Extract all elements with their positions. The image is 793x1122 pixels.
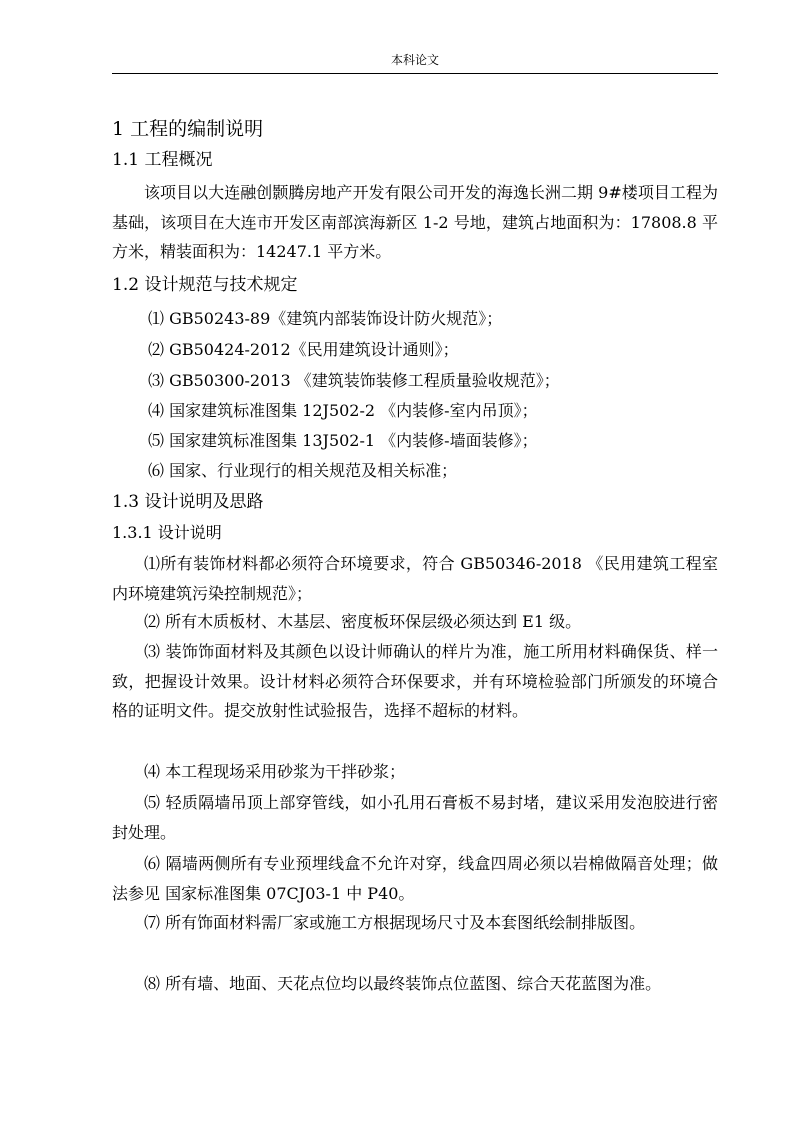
section-1-title: 1 工程的编制说明 bbox=[112, 118, 264, 140]
design-note-paragraph: ⑷ 本工程现场采用砂浆为干拌砂浆； bbox=[144, 762, 406, 781]
section-1-1-title: 1.1 工程概况 bbox=[112, 150, 213, 170]
design-note-paragraph: ⑺ 所有饰面材料需厂家或施工方根据现场尺寸及本套图纸绘制排版图。 bbox=[144, 913, 646, 932]
spec-item: ⑹ 国家、行业现行的相关规范及相关标准； bbox=[148, 461, 458, 480]
design-note-paragraph: ⑴所有装饰材料都必须符合环境要求，符合 GB50346-2018 《民用建筑工程室内环境建筑污染控制规范》； bbox=[112, 554, 718, 603]
design-note-paragraph: ⑸ 轻质隔墙吊顶上部穿管线，如小孔用石膏板不易封堵，建议采用发泡胶进行密封处理。 bbox=[112, 793, 718, 842]
spec-item: ⑵ GB50424-2012《民用建筑设计通则》； bbox=[148, 340, 459, 359]
design-note-paragraph: ⑻ 所有墙、地面、天花点位均以最终装饰点位蓝图、综合天花蓝图为准。 bbox=[144, 974, 662, 993]
header-rule bbox=[112, 73, 718, 74]
spec-item: ⑷ 国家建筑标准图集 12J502-2 《内装修-室内吊顶》； bbox=[148, 401, 538, 420]
design-note-paragraph: ⑵ 所有木质板材、木基层、密度板环保层级必须达到 E1 级。 bbox=[144, 612, 582, 631]
section-1-3-title: 1.3 设计说明及思路 bbox=[112, 492, 264, 512]
section-1-1-body: 该项目以大连融创颢腾房地产开发有限公司开发的海逸长洲二期 9#楼项目工程为基础，该项目在大连市开发区南部滨海新区 1-2 号地，建筑占地面积为：17808.8 平方米，精装面积为：14247.1 平方米。 bbox=[112, 183, 718, 261]
design-note-paragraph: ⑶ 装饰饰面材料及其颜色以设计师确认的样片为准，施工所用材料确保货、样一致，把握设计效果。设计材料必须符合环保要求，并有环境检验部门所颁发的环境合格的证明文件。提交放射性试验报告，选择不超标的材料。 bbox=[112, 642, 718, 720]
section-1-2-title: 1.2 设计规范与技术规定 bbox=[112, 275, 298, 295]
spec-item: ⑸ 国家建筑标准图集 13J502-1 《内装修-墙面装修》； bbox=[148, 431, 538, 450]
page-header: 本科论文 bbox=[390, 53, 439, 67]
design-note-paragraph: ⑹ 隔墙两侧所有专业预埋线盒不允许对穿，线盒四周必须以岩棉做隔音处理；做法参见 国家标准图集 07CJ03-1 中 P40。 bbox=[112, 854, 718, 903]
section-1-3-1-title: 1.3.1 设计说明 bbox=[112, 523, 222, 542]
spec-item: ⑴ GB50243-89《建筑内部装饰设计防火规范》； bbox=[148, 309, 503, 328]
spec-item: ⑶ GB50300-2013 《建筑装饰装修工程质量验收规范》； bbox=[148, 371, 560, 390]
